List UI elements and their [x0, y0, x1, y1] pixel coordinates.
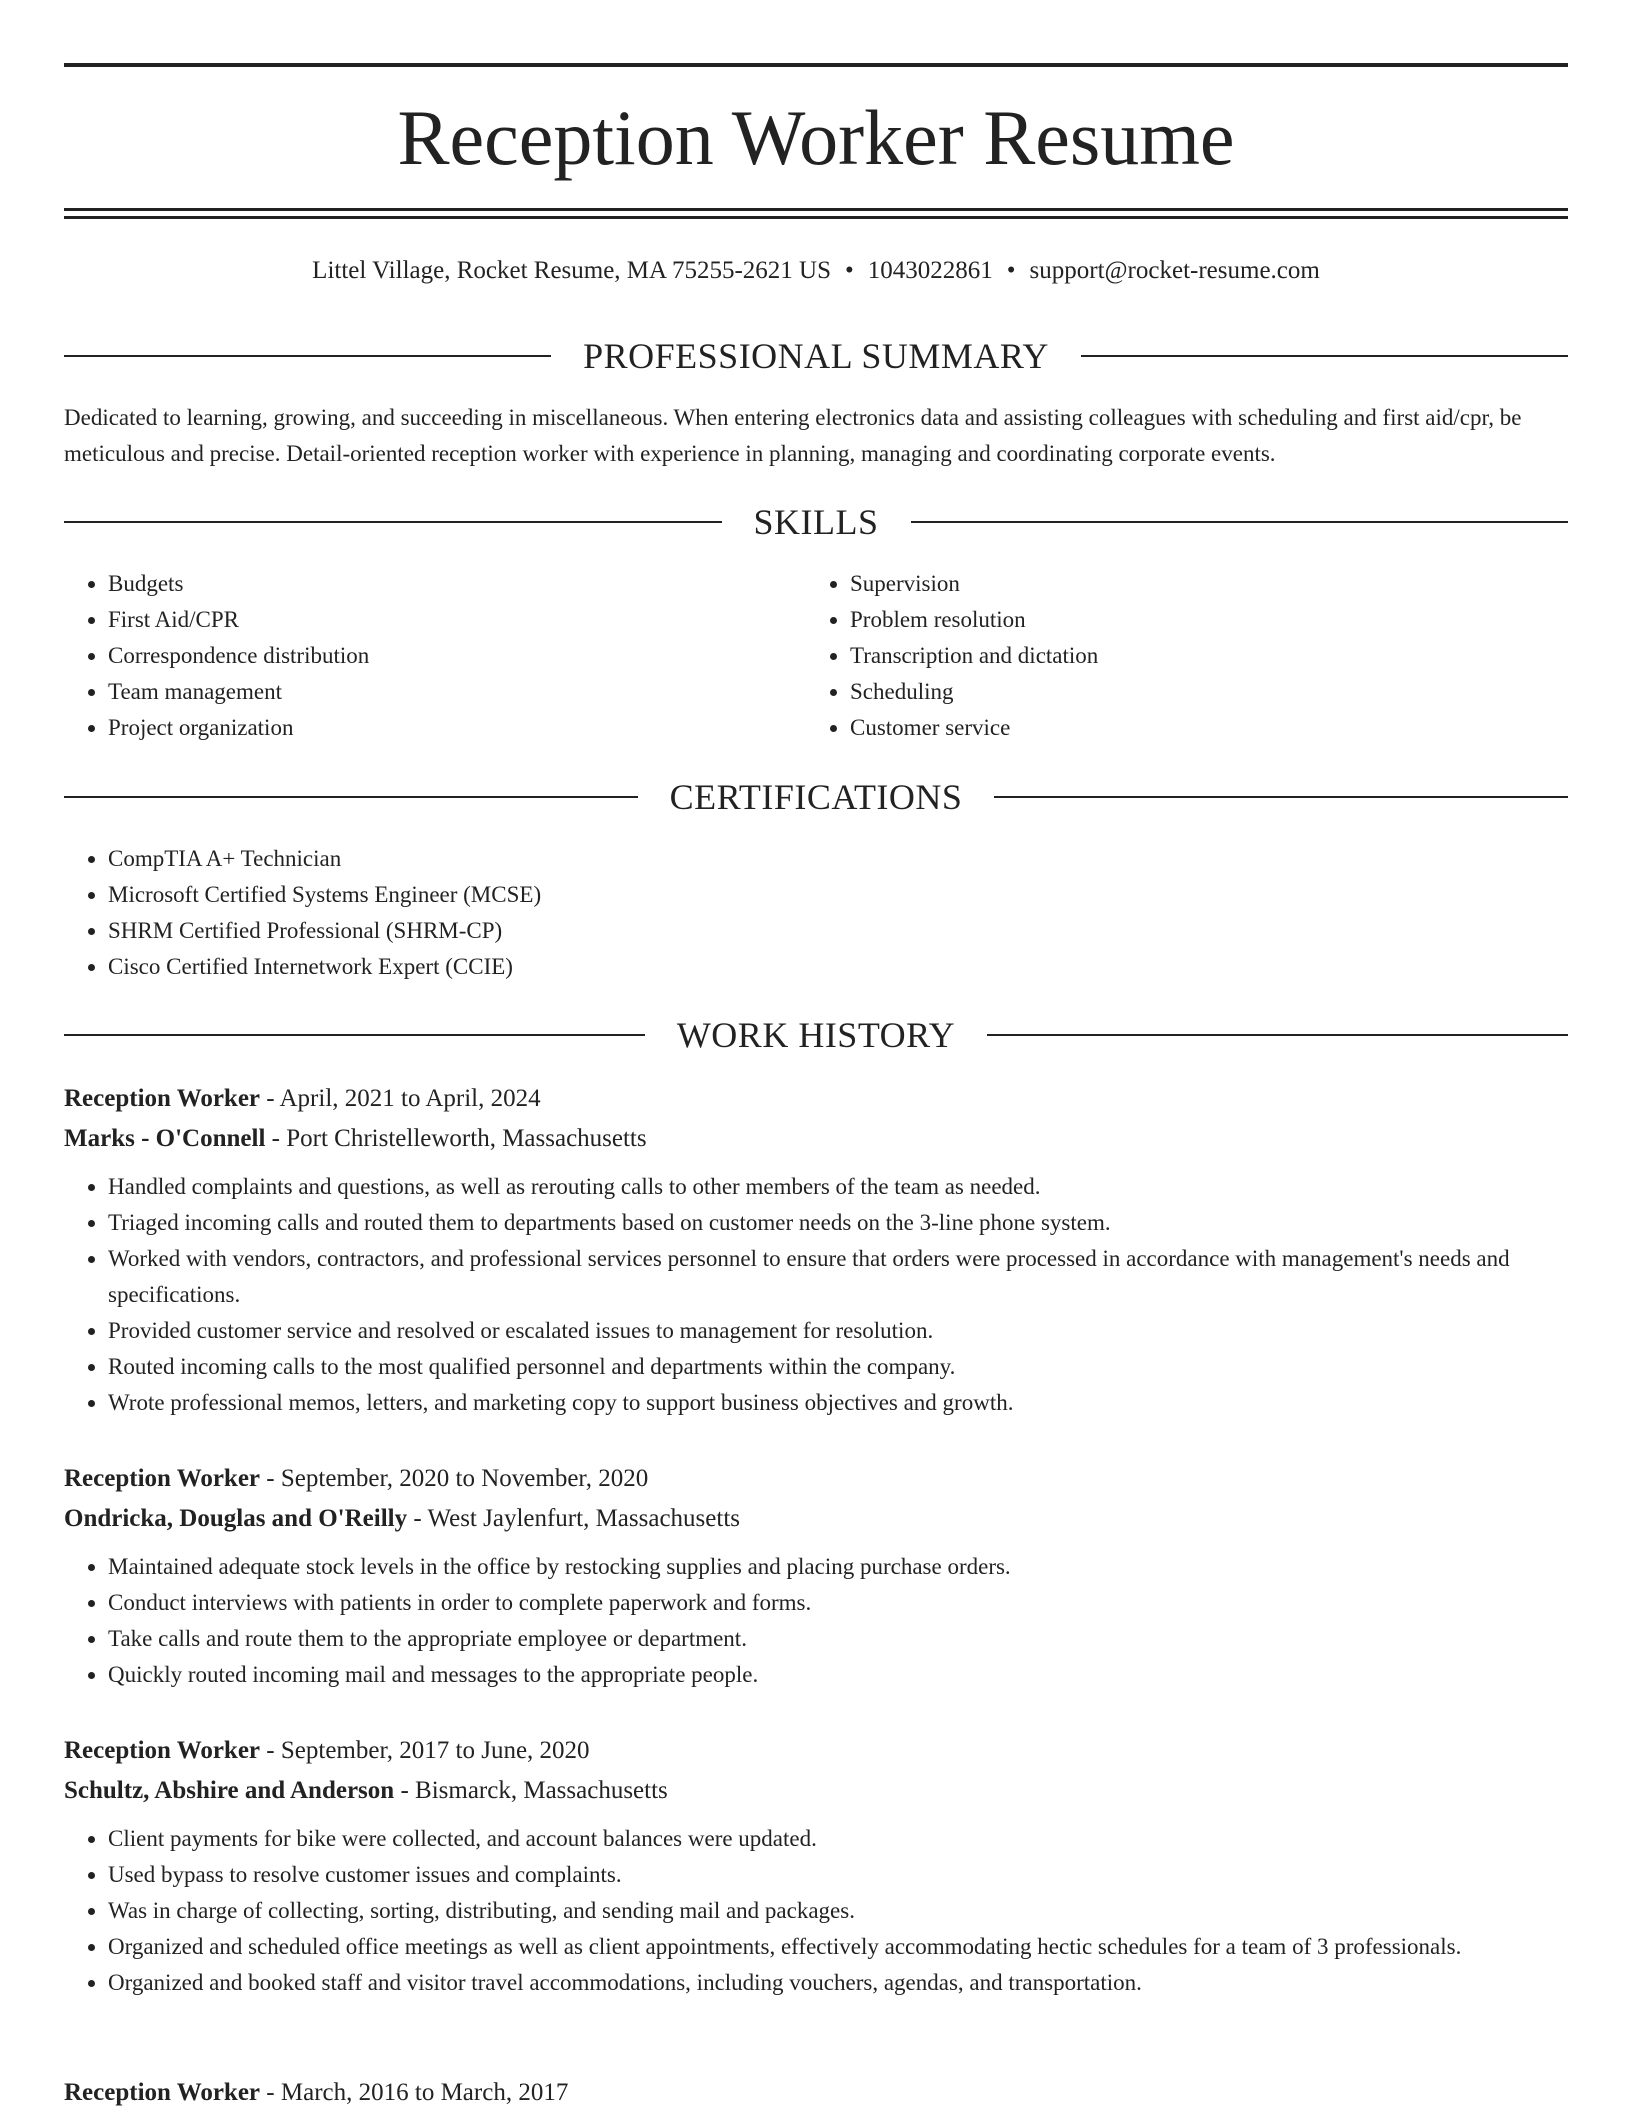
certification-item: • SHRM Certified Professional (SHRM-CP) [108, 913, 1568, 949]
job-bullet: • Client payments for bike were collected, and account balances were updated. [108, 1821, 1568, 1857]
skills-column-left [64, 566, 764, 746]
section-heading-work-history [64, 1013, 1568, 1057]
job-dates: September, 2020 to November, 2020 [280, 1465, 649, 1492]
title-double-rule-upper [64, 208, 1568, 211]
section-heading-summary [64, 334, 1568, 378]
skill-item: • Problem resolution [850, 602, 1506, 638]
skill-item: • Transcription and dictation [850, 638, 1506, 674]
job-company-line [64, 1771, 1568, 1811]
skills-column-right [806, 566, 1506, 746]
job-bullet: • Provided customer service and resolved or escalated issues to management for resolution. [108, 1313, 1568, 1349]
section-heading-skills [64, 500, 1568, 544]
job-title-line [64, 1459, 1568, 1499]
job-bullet: • Was in charge of collecting, sorting, distributing, and sending mail and packages. [108, 1893, 1568, 1929]
job-title-line [64, 1731, 1568, 1771]
job-bullet: • Organized and scheduled office meetings as well as client appointments, effectively accommodating hectic schedules for a team of 3 professionals. [108, 1929, 1568, 1965]
certification-item: • Microsoft Certified Systems Engineer (MCSE) [108, 877, 1568, 913]
job-bullet: • Organized and booked staff and visitor travel accommodations, including vouchers, agendas, and transportation. [108, 1965, 1568, 2001]
top-rule [64, 63, 1568, 67]
job-dates: April, 2021 to April, 2024 [279, 1085, 541, 1112]
job-dash: - [265, 1125, 287, 1152]
job-bullets [64, 1821, 1568, 2001]
job-bullets [64, 1549, 1568, 1693]
job-bullet: • Used bypass to resolve customer issues and complaints. [108, 1857, 1568, 1893]
job-bullet: • Maintained adequate stock levels in the office by restocking supplies and placing purchase orders. [108, 1549, 1568, 1585]
job-company-line [64, 1499, 1568, 1539]
section-title: SKILLS [753, 502, 879, 542]
job-bullet: • Take calls and route them to the appropriate employee or department. [108, 1621, 1568, 1657]
job-dash: - [407, 1505, 428, 1532]
title-double-rule-lower [64, 216, 1568, 219]
job-bullet: • Worked with vendors, contractors, and professional services personnel to ensure that orders were processed in accordance with management's needs and specifications. [108, 1241, 1568, 1313]
job-title-line [64, 2073, 1568, 2113]
certification-item: • Cisco Certified Internetwork Expert (CCIE) [108, 949, 1568, 985]
contact-email: support@rocket-resume.com [1029, 257, 1320, 284]
resume-title: Reception Worker Resume [397, 94, 1235, 181]
section-title: CERTIFICATIONS [669, 777, 963, 817]
job-bullet: • Quickly routed incoming mail and messages to the appropriate people. [108, 1657, 1568, 1693]
job-dash: - [260, 1737, 281, 1764]
job-dash: - [260, 2079, 281, 2106]
skill-item: • Correspondence distribution [108, 638, 764, 674]
contact-address: Littel Village, Rocket Resume, MA 75255-2621 US [312, 257, 831, 284]
heading-rule-right [911, 521, 1569, 523]
job-company: Marks - O'Connell [64, 1125, 266, 1152]
job-entry [64, 1459, 1568, 1693]
job-dash: - [394, 1777, 416, 1804]
skill-item: • Budgets [108, 566, 764, 602]
job-bullet: • Routed incoming calls to the most qualified personnel and departments within the company. [108, 1349, 1568, 1385]
section-heading-certifications [64, 775, 1568, 819]
skill-item: • Supervision [850, 566, 1506, 602]
contact-separator: • [845, 257, 854, 284]
job-location: Port Christelleworth, Massachusetts [286, 1125, 647, 1152]
job-title-line [64, 1079, 1568, 1119]
certifications-list [64, 841, 1568, 985]
skill-item: • Scheduling [850, 674, 1506, 710]
skill-item: • Customer service [850, 710, 1506, 746]
section-title: PROFESSIONAL SUMMARY [583, 336, 1049, 376]
job-bullet: • Triaged incoming calls and routed them to departments based on customer needs on the 3-line phone system. [108, 1205, 1568, 1241]
contact-phone: 1043022861 [867, 257, 993, 284]
summary-text: Dedicated to learning, growing, and succeeding in miscellaneous. When entering electronics data and assisting colleagues with scheduling and first aid/cpr, be meticulous and precise. Detail-oriented reception worker with experience in planning, managing and coordinating corporate events. [64, 405, 1522, 466]
job-bullets [64, 1169, 1568, 1421]
job-company-line [64, 1119, 1568, 1159]
section-title: WORK HISTORY [676, 1015, 956, 1055]
heading-rule-left [64, 1034, 645, 1036]
heading-rule-left [64, 521, 722, 523]
job-bullet: • Handled complaints and questions, as well as rerouting calls to other members of the team as needed. [108, 1169, 1568, 1205]
heading-rule-right [987, 1034, 1568, 1036]
heading-rule-right [994, 796, 1568, 798]
contact-line [64, 254, 1568, 288]
job-entry [64, 1731, 1568, 2001]
heading-rule-left [64, 355, 551, 357]
certification-item: • CompTIA A+ Technician [108, 841, 1568, 877]
skill-item: • Project organization [108, 710, 764, 746]
job-title: Reception Worker [64, 1737, 261, 1764]
heading-rule-right [1081, 355, 1568, 357]
job-location: Bismarck, Massachusetts [415, 1777, 668, 1804]
skill-item: • First Aid/CPR [108, 602, 764, 638]
job-bullet: • Conduct interviews with patients in order to complete paperwork and forms. [108, 1585, 1568, 1621]
heading-rule-left [64, 796, 638, 798]
job-dates: March, 2016 to March, 2017 [280, 2079, 569, 2106]
job-dash: - [260, 1465, 281, 1492]
job-dates: September, 2017 to June, 2020 [280, 1737, 590, 1764]
job-dash: - [260, 1085, 280, 1112]
contact-separator: • [1006, 257, 1016, 284]
job-entry [64, 2073, 1568, 2113]
job-location: West Jaylenfurt, Massachusetts [427, 1505, 740, 1532]
job-title: Reception Worker [64, 2079, 261, 2106]
job-company: Schultz, Abshire and Anderson [64, 1777, 395, 1804]
job-company: Ondricka, Douglas and O'Reilly [64, 1505, 408, 1532]
job-entry [64, 1079, 1568, 1421]
skill-item: • Team management [108, 674, 764, 710]
job-title: Reception Worker [64, 1085, 261, 1112]
job-bullet: • Wrote professional memos, letters, and marketing copy to support business objectives and growth. [108, 1385, 1568, 1421]
job-title: Reception Worker [64, 1465, 261, 1492]
